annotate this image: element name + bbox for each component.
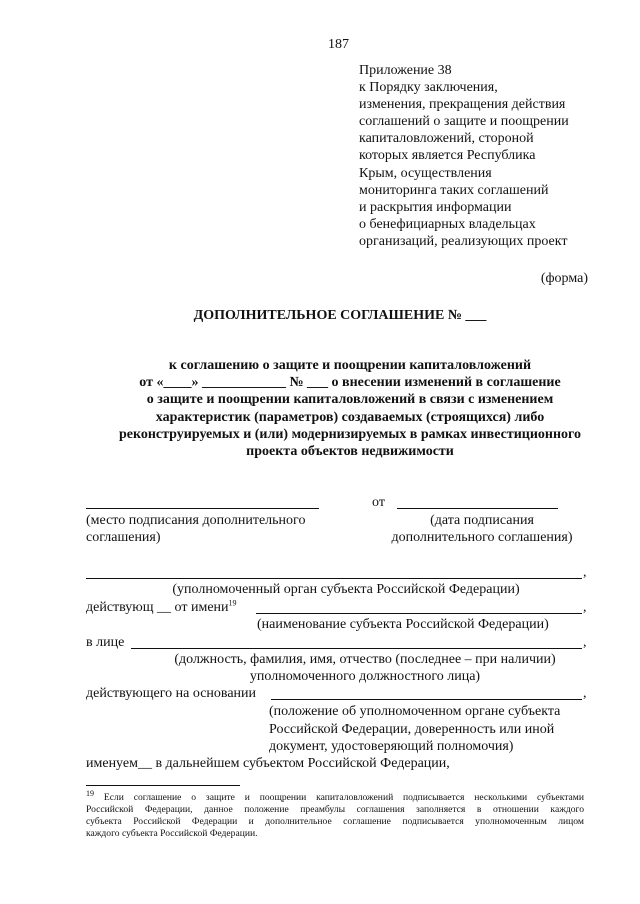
appendix-line: которых является Республика <box>359 148 536 164</box>
date-field[interactable] <box>397 508 558 509</box>
place-caption-line: соглашения) <box>86 530 161 545</box>
footnote-ref: 19 <box>228 598 237 608</box>
person-field[interactable] <box>131 648 582 649</box>
document-subtitle <box>60 357 640 460</box>
date-caption-line: (дата подписания <box>430 513 534 528</box>
place-caption-line: (место подписания дополнительного <box>86 513 306 528</box>
named-text: именуем__ в дальнейшем субъектом Российской Федерации, <box>86 756 450 771</box>
basis-caption <box>269 703 560 756</box>
appendix-line: о бенефициарных владельцах <box>359 216 536 232</box>
date-caption <box>372 512 592 546</box>
appendix-line: соглашений о защите и поощрении <box>359 114 569 130</box>
comma: , <box>583 600 587 615</box>
appendix-line: Крым, осуществления <box>359 165 492 181</box>
appendix-line: изменения, прекращения действия <box>359 97 566 113</box>
document-title: ДОПОЛНИТЕЛЬНОЕ СОГЛАШЕНИЕ № ___ <box>193 308 487 323</box>
footnote-text: Если соглашение о защите и поощрении капиталовложений подписывается несколькими субъектами <box>94 792 584 803</box>
comma: , <box>583 686 587 701</box>
acting-label <box>86 599 237 616</box>
appendix-line: и раскрытия информации <box>359 199 512 215</box>
person-caption-line: уполномоченного должностного лица) <box>249 669 481 684</box>
footnote <box>86 788 584 840</box>
subtitle-line: проекта объектов недвижимости <box>246 444 454 460</box>
page-number: 187 <box>328 37 349 52</box>
subtitle-line: характеристик (параметров) создаваемых (строящихся) либо <box>155 409 545 425</box>
authorized-body-caption: (уполномоченный орган субъекта Российской Федерации) <box>172 582 520 597</box>
from-label: от <box>372 495 385 510</box>
appendix-line: к Порядку заключения, <box>359 80 498 96</box>
basis-caption-line: Российской Федерации, доверенность или иной <box>269 721 555 737</box>
authorized-body-field[interactable] <box>86 578 582 579</box>
basis-label: действующего на основании <box>86 686 257 701</box>
place-caption <box>86 512 305 546</box>
comma: , <box>583 635 587 650</box>
footnote-line: Российской Федерации, данное положение преамбулы соглашения заполняется в отношении каждого <box>86 804 584 815</box>
footnote-line: каждого субъекта Российской Федерации. <box>86 828 258 839</box>
place-field[interactable] <box>86 508 319 509</box>
appendix-line: Приложение 38 <box>359 63 452 78</box>
subtitle-line: о защите и поощрении капиталовложений в связи с изменением <box>146 392 554 408</box>
appendix-block <box>359 62 569 250</box>
footnote-separator <box>86 785 240 786</box>
appendix-line: организаций, реализующих проект <box>359 233 568 249</box>
subject-name-caption: (наименование субъекта Российской Федерации) <box>257 617 549 632</box>
person-caption-line: (должность, фамилия, имя, отчество (последнее – при наличии) <box>174 652 556 667</box>
appendix-line: капиталовложений, стороной <box>359 131 534 147</box>
footnote-line: субъекта Российской Федерации и дополнительное соглашение подписывается уполномоченным лицом <box>86 816 584 827</box>
date-caption-line: дополнительного соглашения) <box>391 530 573 545</box>
appendix-line: мониторинга таких соглашений <box>359 182 549 198</box>
person-label: в лице <box>86 635 125 650</box>
person-caption <box>130 651 600 685</box>
footnote-number: 19 <box>86 788 94 798</box>
subtitle-line: реконструируемых и (или) модернизируемых в рамках инвестиционного <box>118 426 582 442</box>
subject-name-field[interactable] <box>256 613 582 614</box>
acting-label-text: действующ __ от имени <box>86 600 229 615</box>
comma: , <box>583 565 587 580</box>
basis-caption-line: (положение об уполномоченном органе субъекта <box>269 704 561 719</box>
footnote-line <box>86 788 584 804</box>
basis-field[interactable] <box>271 699 582 700</box>
form-label: (форма) <box>540 271 588 286</box>
subtitle-line: к соглашению о защите и поощрении капиталовложений <box>168 358 532 373</box>
basis-caption-line: документ, удостоверяющий полномочия) <box>269 739 514 754</box>
subtitle-line: от «____» ____________ № ___ о внесении изменений в соглашение <box>139 375 561 391</box>
